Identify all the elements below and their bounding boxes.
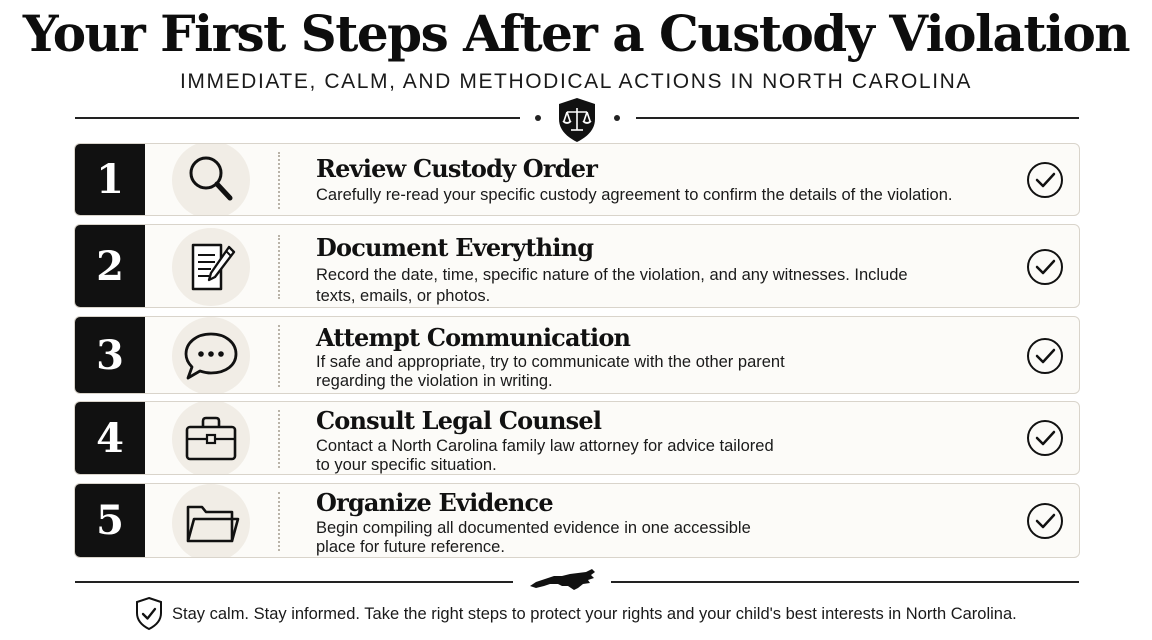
checkmark-circle-icon xyxy=(1026,248,1064,286)
step-number-3: 3 xyxy=(75,317,145,393)
page-title: Your First Steps After a Custody Violation xyxy=(22,4,1130,63)
step-separator-4 xyxy=(278,410,280,468)
step-title-4: Consult Legal Counsel xyxy=(316,406,602,435)
step-card-5 xyxy=(74,483,1080,558)
magnifying-glass-icon xyxy=(181,150,241,210)
footer-divider-left xyxy=(75,581,513,583)
step-description-1: Carefully re-read your specific custody agreement to confirm the details of the violation. xyxy=(316,186,953,204)
checkmark-circle-icon xyxy=(1026,502,1064,540)
step-card-3 xyxy=(74,316,1080,394)
checkmark-circle-icon xyxy=(1026,419,1064,457)
step-description-2: Record the date, time, specific nature of the violation, and any witnesses. Include texts, emails, or photos. xyxy=(316,266,908,305)
step-description-5: Begin compiling all documented evidence in one accessible place for future reference. xyxy=(316,519,751,556)
header-divider-dot-left xyxy=(535,115,541,121)
step-icon-circle-3 xyxy=(172,317,250,394)
checkmark-circle-icon xyxy=(1026,161,1064,199)
step-title-5: Organize Evidence xyxy=(316,488,553,517)
step-title-1: Review Custody Order xyxy=(316,154,598,183)
step-number-5: 5 xyxy=(75,484,145,557)
step-icon-circle-1 xyxy=(172,143,250,216)
step-separator-1 xyxy=(278,152,280,209)
step-title-3: Attempt Communication xyxy=(316,323,631,352)
north-carolina-map-icon xyxy=(528,566,598,594)
step-number-1: 1 xyxy=(75,144,145,215)
step-separator-3 xyxy=(278,325,280,387)
header-divider-left xyxy=(75,117,520,119)
briefcase-icon xyxy=(180,409,242,469)
step-card-4 xyxy=(74,401,1080,475)
step-card-1 xyxy=(74,143,1080,216)
step-title-2: Document Everything xyxy=(316,233,594,262)
step-number-2: 2 xyxy=(75,225,145,307)
folder-icon xyxy=(180,493,242,553)
shield-check-icon xyxy=(135,596,163,632)
step-description-3: If safe and appropriate, try to communicate with the other parent regarding the violation in writing. xyxy=(316,353,785,390)
page-subtitle: IMMEDIATE, CALM, AND METHODICAL ACTIONS IN NORTH CAROLINA xyxy=(179,70,973,93)
step-icon-circle-2 xyxy=(172,228,250,306)
step-card-2 xyxy=(74,224,1080,308)
step-separator-2 xyxy=(278,235,280,299)
step-icon-circle-4 xyxy=(172,401,250,475)
footer-message: Stay calm. Stay informed. Take the right steps to protect your rights and your child's best interests in North Carolina. xyxy=(172,605,1017,623)
step-icon-circle-5 xyxy=(172,484,250,558)
header-divider-right xyxy=(636,117,1079,119)
scales-of-justice-shield-icon xyxy=(557,97,597,143)
header-divider-dot-right xyxy=(614,115,620,121)
step-description-4: Contact a North Carolina family law attorney for advice tailored to your specific situation. xyxy=(316,437,774,474)
step-separator-5 xyxy=(278,492,280,551)
footer-divider-right xyxy=(611,581,1079,583)
speech-bubble-icon xyxy=(180,326,242,386)
step-number-4: 4 xyxy=(75,402,145,474)
notepad-pen-icon xyxy=(181,237,241,297)
checkmark-circle-icon xyxy=(1026,337,1064,375)
